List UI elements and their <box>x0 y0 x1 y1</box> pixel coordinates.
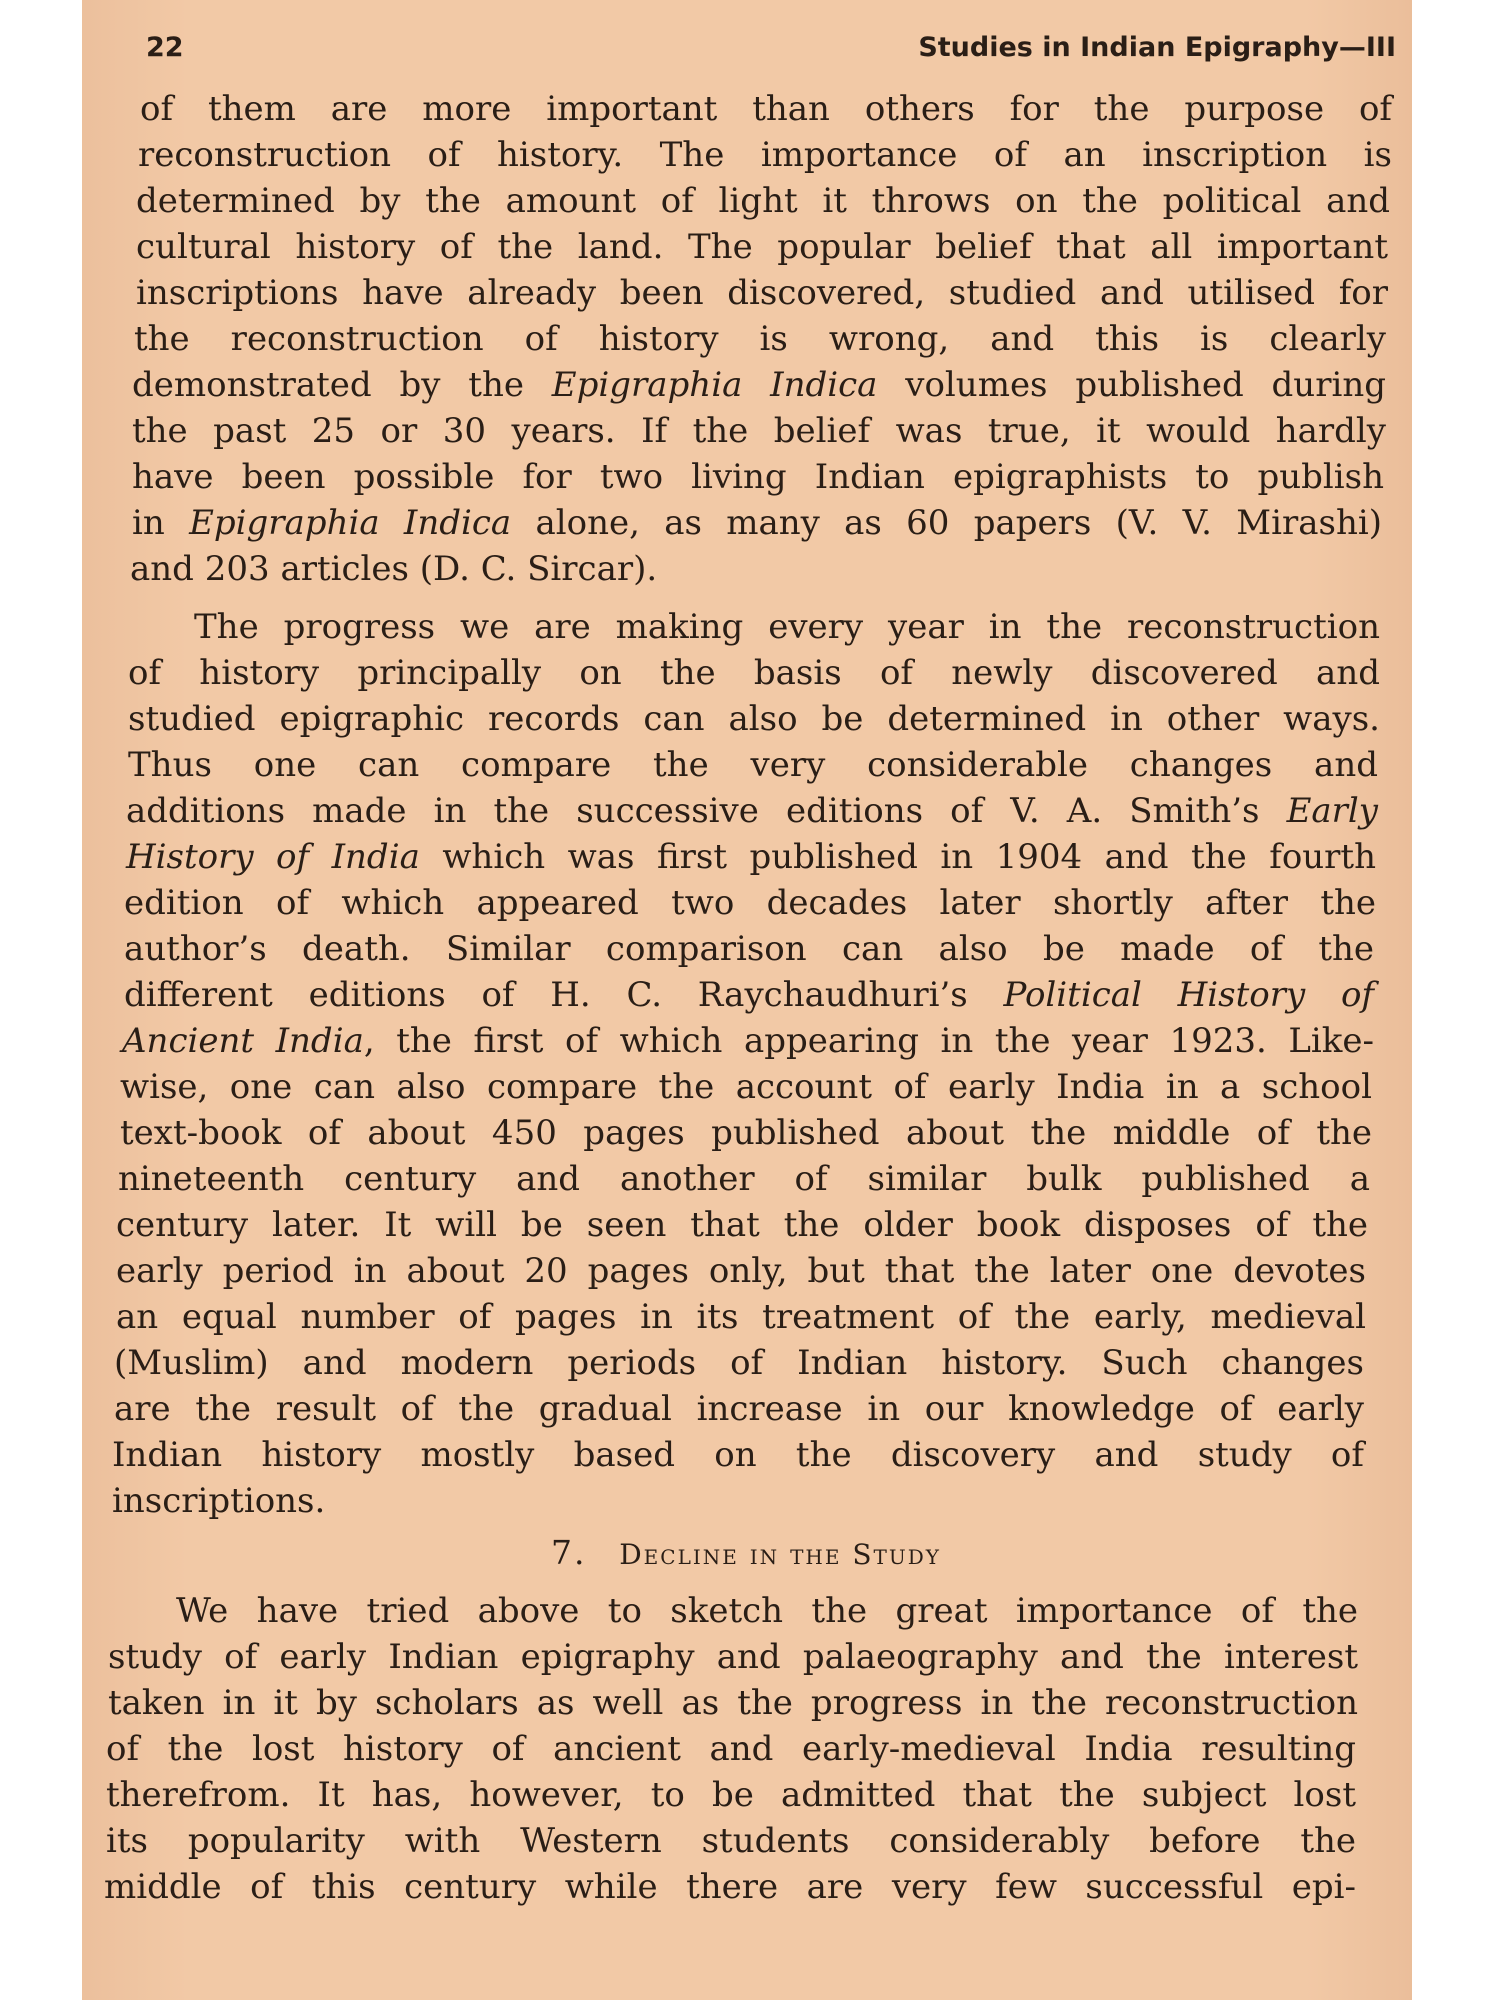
text-line: taken in it by scholars as well as the progress in the reconstruction <box>108 1683 1358 1723</box>
text-line: Thus one can compare the very considerable changes and <box>128 745 1378 785</box>
text-line: Indian history mostly based on the discovery and study of <box>112 1435 1364 1475</box>
page-content <box>96 22 1396 1907</box>
text-line: reconstruction of history. The importance of an inscription is <box>138 135 1392 175</box>
text-line: nineteenth century and another of similar bulk published a <box>118 1159 1370 1199</box>
running-title: Studies in Indian Epigraphy—III <box>918 32 1396 63</box>
text-line: are the result of the gradual increase in our knowledge of early <box>114 1389 1364 1429</box>
text-line: and 203 articles (D. C. Sircar). <box>130 549 658 589</box>
text-line: middle of this century while there are very few successful epi- <box>104 1867 1356 1907</box>
text-line: of them are more important than others for the purpose of <box>140 89 1392 129</box>
text-line: century later. It will be seen that the older book disposes of the <box>116 1205 1368 1245</box>
text-line: of the lost history of ancient and early-medieval India resulting <box>106 1729 1356 1769</box>
section-heading <box>96 1530 1396 1576</box>
page-header <box>96 22 1396 74</box>
book-title: Political History of <box>1003 975 1374 1015</box>
text-line: author’s death. Similar comparison can also be made of the <box>124 929 1374 969</box>
text-line: early period in about 20 pages only, but that the later one devotes <box>116 1251 1366 1291</box>
text-line: in Epigraphia Indica alone, as many as 60 papers (V. V. Mirashi) <box>132 503 1382 543</box>
text-line: History of India which was first published in 1904 and the fourth <box>126 837 1376 877</box>
text-line: the reconstruction of history is wrong, and this is clearly <box>134 319 1386 359</box>
text-line: edition of which appeared two decades later shortly after the <box>124 883 1376 923</box>
text-line: inscriptions. <box>112 1481 326 1521</box>
journal-title: Epigraphia Indica <box>189 503 512 543</box>
section-title: Decline in the Study <box>619 1538 941 1571</box>
text-line: wise, one can also compare the account of early India in a school <box>120 1067 1372 1107</box>
book-title: Early <box>1286 791 1378 831</box>
page-number: 22 <box>146 32 184 63</box>
text-line: We have tried above to sketch the great importance of the <box>176 1591 1358 1631</box>
text-line: cultural history of the land. The popular belief that all important <box>136 227 1388 267</box>
text-line: determined by the amount of light it throws on the political and <box>136 181 1390 221</box>
text-line: the past 25 or 30 years. If the belief was true, it would hardly <box>132 411 1386 451</box>
text-line: an equal number of pages in its treatment of the early, medieval <box>116 1297 1366 1337</box>
text-line: study of early Indian epigraphy and palaeography and the interest <box>108 1637 1358 1677</box>
text-line: inscriptions have already been discovered, studied and utilised for <box>136 273 1388 313</box>
text-line: therefrom. It has, however, to be admitted that the subject lost <box>106 1775 1356 1815</box>
text-line: Ancient India, the first of which appearing in the year 1923. Like- <box>122 1021 1375 1061</box>
text-line: different editions of H. C. Raychaudhuri’s Political History of <box>124 975 1374 1015</box>
book-title: Ancient India <box>122 1021 364 1061</box>
book-title: History of India <box>126 837 420 877</box>
text-line: additions made in the successive editions of V. A. Smith’s Early <box>126 791 1378 831</box>
text-line: demonstrated by the Epigraphia Indica volumes published during <box>132 365 1386 405</box>
text-line: studied epigraphic records can also be determined in other ways. <box>128 699 1380 739</box>
text-line: have been possible for two living Indian epigraphists to publish <box>132 457 1384 497</box>
journal-title: Epigraphia Indica <box>551 365 878 405</box>
text-line: text-book of about 450 pages published about the middle of the <box>120 1113 1372 1153</box>
section-number: 7. <box>551 1533 587 1572</box>
text-line: its popularity with Western students considerably before the <box>106 1821 1356 1861</box>
text-line: (Muslim) and modern periods of Indian history. Such changes <box>114 1343 1364 1383</box>
book-page <box>82 0 1412 2000</box>
text-line: of history principally on the basis of newly discovered and <box>128 653 1380 693</box>
text-line: The progress we are making every year in the reconstruction <box>194 607 1380 647</box>
